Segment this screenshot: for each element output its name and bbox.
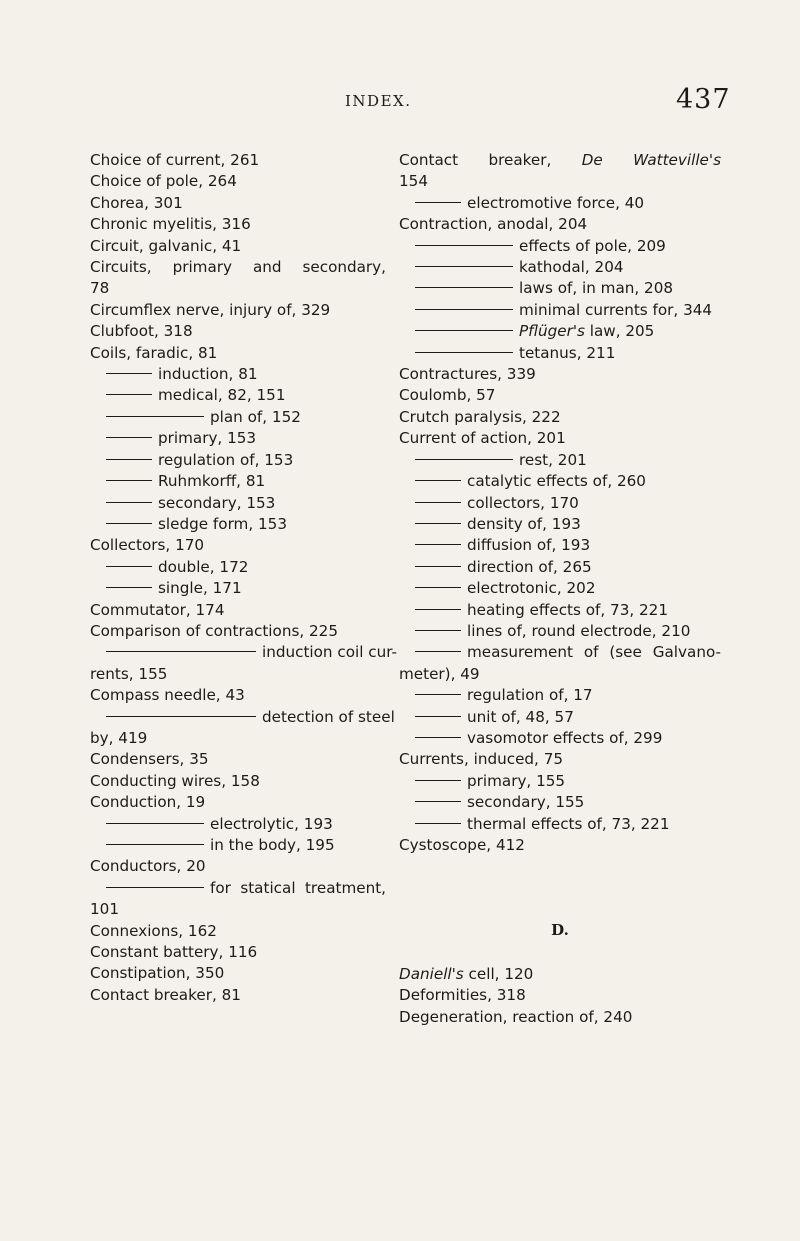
index-entry (90, 921, 386, 942)
index-entry (399, 1007, 721, 1028)
index-entry (399, 792, 721, 813)
index-entry (399, 493, 721, 514)
entry-line (90, 686, 245, 704)
ditto-dash (415, 523, 461, 524)
index-entry (90, 450, 386, 471)
index-entry (399, 236, 721, 257)
entry-line (399, 258, 624, 276)
entry-text: Collectors, 170 (90, 536, 205, 555)
entry-line (399, 494, 579, 512)
entry-text: for statical treatment, (210, 878, 386, 897)
entry-line (90, 536, 204, 554)
entry-text: Condensers, 35 (90, 750, 209, 769)
entry-line (90, 344, 217, 362)
entry-text: Ruhmkorff, 81 (158, 472, 266, 491)
entry-line (90, 237, 241, 255)
entry-line (90, 257, 386, 278)
index-entry (399, 749, 721, 770)
entry-line (399, 750, 563, 768)
entry-continuation: by, 419 (90, 728, 148, 747)
entry-text: vasomotor effects of, 299 (467, 728, 663, 747)
index-entry (399, 535, 721, 556)
index-entry (399, 771, 721, 792)
index-entry (90, 493, 386, 514)
index-entry (399, 600, 721, 621)
index-entry (90, 856, 386, 877)
entry-line (90, 772, 260, 790)
entry-line (90, 878, 386, 899)
index-entry (399, 321, 721, 342)
entry-text: in the body, 195 (210, 836, 335, 854)
entry-text: Contraction, anodal, 204 (399, 215, 588, 234)
entry-text: density of, 193 (467, 514, 581, 533)
entry-line (399, 429, 566, 447)
ditto-dash (106, 716, 256, 717)
entry-text: tetanus, 211 (519, 343, 616, 362)
entry-text: medical, 82, 151 (158, 386, 286, 405)
entry-text: Conductors, 20 (90, 857, 206, 876)
ditto-dash (106, 373, 152, 374)
index-entry (399, 685, 721, 706)
index-entry (399, 257, 721, 278)
entry-text: effects of pole, 209 (519, 236, 666, 255)
entry-text: Compass needle, 43 (90, 686, 245, 705)
entry-continuation: 101 (90, 900, 119, 919)
ditto-dash (106, 523, 152, 524)
entry-line (90, 986, 241, 1004)
entry-italic-text: De Watteville's (581, 151, 721, 169)
entry-line (90, 365, 258, 383)
entry-text: measurement of (see Galvano- (467, 643, 721, 662)
entry-text: diffusion of, 193 (467, 536, 591, 555)
entry-line (399, 365, 536, 383)
ditto-dash (415, 780, 461, 781)
page-header (0, 84, 800, 124)
ditto-dash (106, 416, 204, 417)
ditto-dash (415, 716, 461, 717)
ditto-dash (415, 630, 461, 631)
index-entry (399, 407, 721, 428)
index-entry (90, 578, 386, 599)
entry-line (90, 472, 265, 490)
index-entry (399, 193, 721, 214)
entry-text: kathodal, 204 (519, 258, 624, 277)
entry-text: Crutch paralysis, 222 (399, 407, 561, 426)
entry-text: thermal effects of, 73, 221 (467, 814, 670, 833)
index-entry (90, 942, 386, 963)
entry-italic-text: Daniell's (399, 964, 464, 983)
index-entry (399, 450, 721, 471)
index-entry (399, 728, 721, 749)
ditto-dash (106, 823, 204, 824)
index-entry (90, 171, 386, 192)
entry-text: Comparison of contractions, 225 (90, 621, 338, 640)
entry-line (90, 172, 237, 190)
index-entry (90, 428, 386, 449)
entry-line (399, 729, 662, 747)
entry-line (399, 451, 587, 469)
entry-text: laws of, in man, 208 (519, 279, 674, 298)
index-entry (90, 514, 386, 535)
entry-continuation: meter), 49 (399, 664, 480, 683)
entry-text: Current of action, 201 (399, 429, 566, 448)
entry-text: Degeneration, reaction of, 240 (399, 1007, 633, 1026)
entry-line (399, 472, 646, 490)
index-entry (399, 835, 721, 856)
entry-line (90, 579, 242, 597)
entry-text: Circuit, galvanic, 41 (90, 236, 242, 255)
index-entry (90, 707, 395, 750)
index-entry (399, 385, 721, 406)
entry-text: Deformities, 318 (399, 986, 526, 1005)
index-entry (90, 642, 398, 685)
index-entry (90, 963, 386, 984)
entry-text: Chronic myelitis, 316 (90, 215, 251, 234)
ditto-dash (106, 480, 152, 481)
entry-continuation: 78 (90, 279, 110, 298)
entry-text: Constant battery, 116 (90, 943, 258, 962)
entry-line (90, 707, 395, 728)
ditto-dash (106, 437, 152, 438)
entry-line (399, 301, 712, 319)
ditto-dash (106, 587, 152, 588)
index-entry (399, 514, 721, 535)
ditto-dash (415, 330, 513, 331)
index-entry (90, 257, 386, 300)
index-entry (90, 300, 386, 321)
entry-text: law, 205 (584, 322, 655, 341)
entry-line (90, 857, 206, 875)
entry-line (90, 494, 275, 512)
entry-text: detection of steel (262, 707, 395, 726)
ditto-dash (106, 502, 152, 503)
entry-text: Choice of pole, 264 (90, 172, 237, 191)
entry-text: heating effects of, 73, 221 (467, 600, 669, 619)
entry-text: electrotonic, 202 (467, 579, 596, 598)
index-column-left (90, 150, 398, 1006)
entry-line (399, 279, 673, 297)
entry-line (399, 536, 590, 554)
entry-text: electrolytic, 193 (210, 814, 333, 833)
entry-line (90, 301, 330, 319)
index-entry (90, 985, 386, 1006)
ditto-dash (415, 823, 461, 824)
index-entry (399, 278, 721, 299)
index-entry (90, 835, 386, 856)
index-entry (90, 407, 386, 428)
entry-text: sledge form, 153 (158, 514, 287, 533)
index-entry (90, 771, 386, 792)
index-entry (90, 535, 386, 556)
ditto-dash (415, 694, 461, 695)
index-entry (399, 814, 721, 835)
index-entry (399, 557, 721, 578)
entry-line (399, 150, 721, 171)
entry-text: catalytic effects of, 260 (467, 472, 646, 491)
entry-text: unit of, 48, 57 (467, 707, 574, 726)
entry-line (399, 322, 654, 340)
index-entry (90, 364, 386, 385)
entry-text: induction coil cur- (262, 643, 398, 662)
entry-line (90, 815, 333, 833)
ditto-dash (106, 651, 256, 652)
entry-text: Clubfoot, 318 (90, 322, 193, 341)
entry-line (399, 601, 668, 619)
index-entry (90, 621, 386, 642)
entry-text: regulation of, 153 (158, 450, 294, 469)
entry-line (90, 451, 293, 469)
entry-line (399, 836, 525, 854)
entry-italic-text: Pflüger's (519, 322, 585, 341)
entry-line (90, 558, 248, 576)
entry-line (90, 386, 286, 404)
entry-line (90, 964, 224, 982)
entry-text: Coils, faradic, 81 (90, 343, 218, 362)
index-entry (399, 364, 721, 385)
entry-text: secondary, 153 (158, 493, 276, 512)
ditto-dash (415, 651, 461, 652)
entry-text: minimal currents for, 344 (519, 300, 713, 319)
entry-line (90, 793, 205, 811)
section-heading: D. (551, 921, 569, 940)
index-entry (399, 985, 721, 1006)
entry-text: Connexions, 162 (90, 921, 217, 940)
ditto-dash (415, 266, 513, 267)
index-entry (399, 707, 721, 728)
index-entry (399, 343, 721, 364)
entry-line (399, 622, 690, 640)
ditto-dash (106, 394, 152, 395)
entry-line (90, 943, 257, 961)
entry-line (90, 215, 251, 233)
entry-text: Contractures, 339 (399, 365, 536, 384)
entry-text: single, 171 (158, 579, 242, 598)
entry-text: Circuits, primary and secondary, (90, 258, 386, 277)
entry-line (399, 558, 592, 576)
ditto-dash (106, 887, 204, 888)
running-head: INDEX. (345, 92, 412, 110)
index-entry (399, 428, 721, 449)
index-entry (399, 471, 721, 492)
index-entry (90, 343, 386, 364)
index-entry (399, 642, 721, 685)
entry-line (399, 772, 565, 790)
ditto-dash (415, 309, 513, 310)
entry-text: Choice of current, 261 (90, 151, 260, 169)
index-entry (90, 557, 386, 578)
entry-line (399, 194, 644, 212)
entry-text: collectors, 170 (467, 493, 579, 512)
entry-text: Circumflex nerve, injury of, 329 (90, 300, 331, 319)
entry-text: regulation of, 17 (467, 686, 593, 705)
entry-line (90, 601, 225, 619)
ditto-dash (415, 737, 461, 738)
entry-line (90, 322, 193, 340)
entry-line (90, 194, 183, 212)
entry-continuation: rents, 155 (90, 664, 168, 683)
entry-line (399, 515, 581, 533)
entry-line (399, 793, 584, 811)
entry-text: induction, 81 (158, 365, 258, 384)
entry-text: Conducting wires, 158 (90, 771, 260, 790)
entry-line (90, 429, 256, 447)
entry-line (399, 708, 574, 726)
index-entry (399, 621, 721, 642)
entry-text: secondary, 155 (467, 793, 585, 812)
page-number: 437 (676, 84, 731, 115)
index-entry (399, 300, 721, 321)
index-entry (90, 214, 386, 235)
entry-line (399, 642, 721, 663)
ditto-dash (415, 609, 461, 610)
index-entry (90, 321, 386, 342)
entry-line (399, 815, 670, 833)
index-entry (399, 214, 721, 235)
ditto-dash (415, 459, 513, 460)
entry-text: Contact breaker, 81 (90, 985, 241, 1004)
entry-text: direction of, 265 (467, 557, 592, 576)
ditto-dash (415, 502, 461, 503)
index-entry (90, 385, 386, 406)
entry-line (399, 386, 495, 404)
ditto-dash (106, 459, 152, 460)
entry-text: Commutator, 174 (90, 600, 225, 619)
index-entry (90, 792, 386, 813)
ditto-dash (415, 801, 461, 802)
ditto-dash (415, 352, 513, 353)
entry-text: Contact breaker, (399, 151, 582, 169)
ditto-dash (415, 245, 513, 246)
entry-line (90, 408, 301, 426)
index-entry (90, 600, 386, 621)
index-column-right (399, 150, 721, 1028)
index-entry (399, 150, 721, 193)
entry-line (90, 922, 217, 940)
ditto-dash (415, 544, 461, 545)
index-entry (90, 814, 386, 835)
entry-line (90, 836, 335, 854)
index-entry (399, 578, 721, 599)
entry-text: cell, 120 (463, 964, 534, 983)
entry-text: Chorea, 301 (90, 193, 183, 212)
index-entry (90, 685, 386, 706)
index-entry (90, 236, 386, 257)
index-entry (90, 471, 386, 492)
entry-line (399, 237, 666, 255)
entry-text: Constipation, 350 (90, 964, 225, 983)
index-entry (399, 964, 721, 985)
entry-text: plan of, 152 (210, 407, 301, 426)
ditto-dash (415, 587, 461, 588)
ditto-dash (415, 480, 461, 481)
entry-line (90, 515, 287, 533)
entry-line (90, 622, 338, 640)
entry-line (90, 151, 259, 169)
index-entry (90, 749, 386, 770)
entry-text: Conduction, 19 (90, 793, 206, 812)
entry-line (90, 750, 209, 768)
entry-text: primary, 153 (158, 429, 257, 448)
entry-text: electromotive force, 40 (467, 193, 645, 212)
entry-text: lines of, round electrode, 210 (467, 621, 691, 640)
entry-line (90, 642, 398, 663)
index-entry (90, 193, 386, 214)
ditto-dash (106, 844, 204, 845)
ditto-dash (415, 566, 461, 567)
entry-text: primary, 155 (467, 771, 566, 790)
entry-line (399, 408, 561, 426)
entry-text: Coulomb, 57 (399, 386, 496, 405)
entry-text: double, 172 (158, 557, 249, 576)
entry-line (399, 686, 593, 704)
index-entry (90, 150, 386, 171)
entry-line (399, 215, 587, 233)
entry-text: Currents, induced, 75 (399, 750, 564, 769)
entry-continuation: 154 (399, 172, 428, 191)
entry-line (399, 579, 596, 597)
entry-line (399, 344, 615, 362)
index-entry (90, 878, 386, 921)
ditto-dash (415, 202, 461, 203)
ditto-dash (415, 287, 513, 288)
entry-text: rest, 201 (519, 450, 587, 469)
ditto-dash (106, 566, 152, 567)
entry-text: Cystoscope, 412 (399, 836, 525, 854)
